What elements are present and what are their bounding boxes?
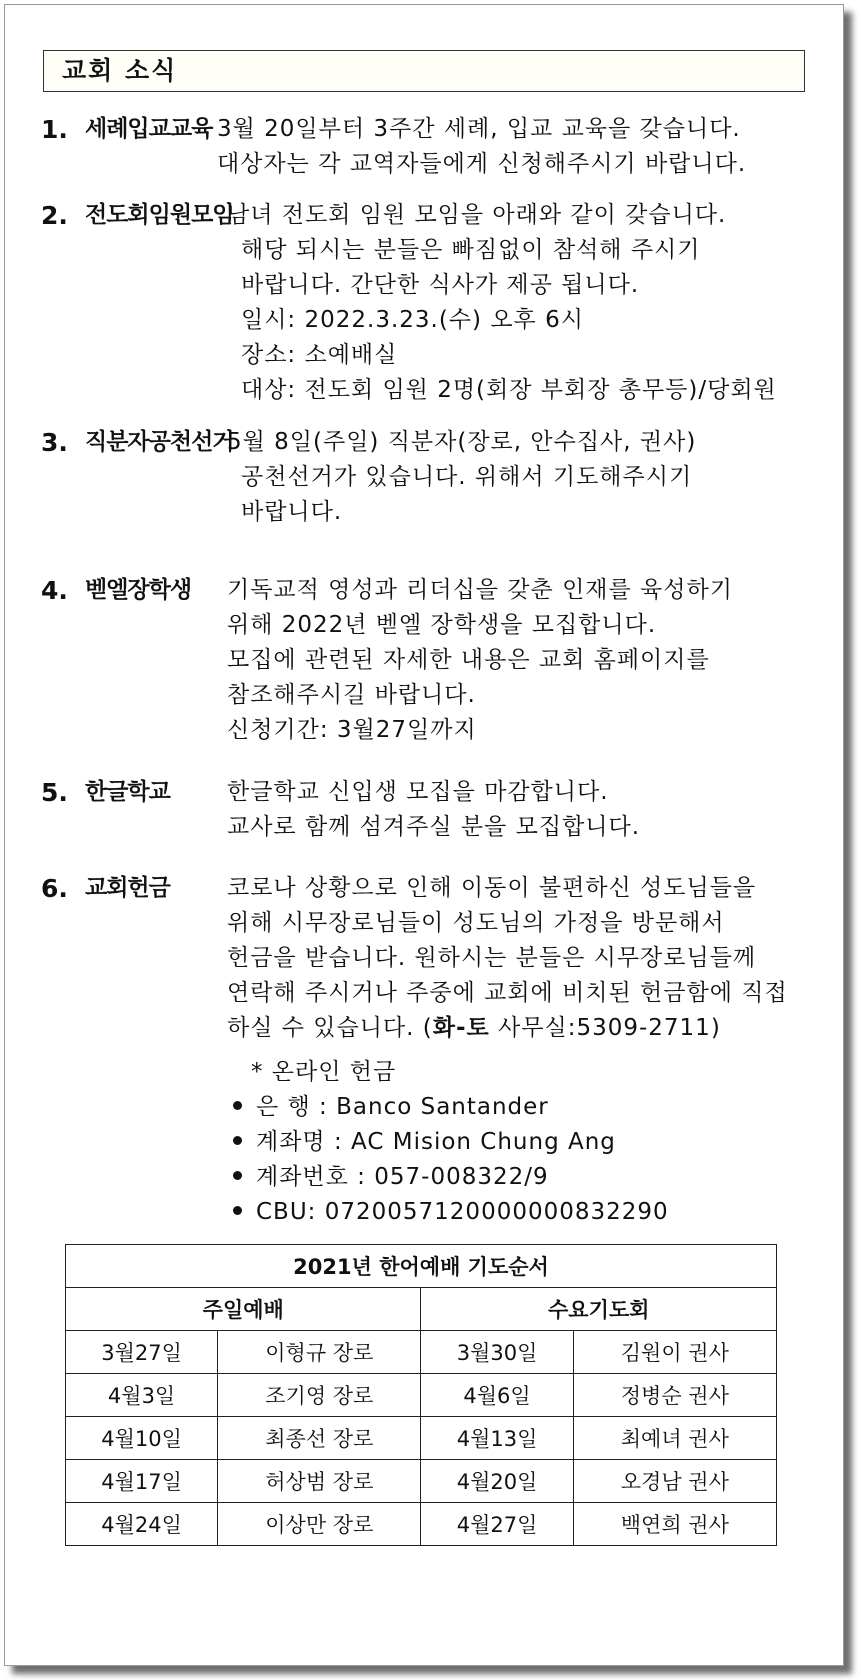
sunday-leader: 이상만 장로 (218, 1503, 421, 1546)
table-row (66, 1503, 777, 1546)
item-body (227, 425, 696, 530)
wednesday-leader: 김원이 권사 (573, 1331, 776, 1374)
item-number: 2. (41, 201, 68, 230)
sunday-date: 4월10일 (66, 1417, 218, 1460)
online-label-text: * 온라인 헌금 (251, 1059, 397, 1085)
bullet-icon (233, 1171, 242, 1180)
body-line: 신청기간: 3월27일까지 (227, 717, 477, 743)
wednesday-date: 3월30일 (421, 1331, 573, 1374)
table-row (66, 1374, 777, 1417)
cbu-number: CBU: 0720057120000000832290 (256, 1199, 669, 1225)
sunday-leader: 조기영 장로 (218, 1374, 421, 1417)
body-line: 대상: 전도회 임원 2명(회장 부회장 총무등)/당회원 (241, 377, 777, 403)
online-offering-list (233, 1055, 669, 1230)
item-title: 세례입교교육 (85, 116, 213, 142)
wednesday-leader: 최예녀 권사 (573, 1417, 776, 1460)
body-text: 하실 수 있습니다. ( (227, 1015, 433, 1041)
sunday-date: 4월3일 (66, 1374, 218, 1417)
list-item (233, 1125, 669, 1160)
body-line: 공천선거가 있습니다. 위해서 기도해주시기 (241, 464, 693, 490)
item-number: 5. (41, 778, 68, 807)
item-title: 전도회임원모임 (85, 202, 234, 228)
body-line: 위해 2022년 벧엘 장학생을 모집합니다. (227, 612, 657, 638)
body-line: 대상자는 각 교역자들에게 신청해주시기 바랍니다. (217, 151, 747, 177)
sunday-date: 4월17일 (66, 1460, 218, 1503)
wednesday-date: 4월6일 (421, 1374, 573, 1417)
wednesday-leader: 정병순 권사 (573, 1374, 776, 1417)
body-line: 모집에 관련된 자세한 내용은 교회 홈페이지를 (227, 647, 710, 673)
table-header-row (66, 1288, 777, 1331)
section-header: 교회 소식 (43, 50, 805, 92)
bullet-icon (233, 1206, 242, 1215)
bulletin-page (4, 4, 844, 1666)
bullet-icon (233, 1101, 242, 1110)
item-number: 1. (41, 115, 68, 144)
online-offering-label (233, 1055, 669, 1090)
table-title-row (66, 1245, 777, 1288)
body-line: 바랍니다. (241, 499, 343, 525)
sunday-date: 3월27일 (66, 1331, 218, 1374)
wednesday-leader: 백연희 권사 (573, 1503, 776, 1546)
office-days: 화-토 (432, 1015, 490, 1041)
item-body (227, 871, 788, 1046)
list-item (233, 1195, 669, 1230)
bullet-icon (233, 1136, 242, 1145)
body-line: 교사로 함께 섬겨주실 분을 모집합니다. (227, 814, 641, 840)
sunday-leader: 이형규 장로 (218, 1331, 421, 1374)
table-row (66, 1417, 777, 1460)
sunday-date: 4월24일 (66, 1503, 218, 1546)
wednesday-leader: 오경남 권사 (573, 1460, 776, 1503)
item-body (227, 198, 777, 408)
prayer-schedule-table (65, 1244, 777, 1546)
body-line: 헌금을 받습니다. 원하시는 분들은 시무장로님들께 (227, 945, 757, 971)
body-line: 기독교적 영성과 리더십을 갖춘 인재를 육성하기 (227, 577, 733, 603)
item-title: 교회헌금 (85, 875, 170, 901)
wednesday-date: 4월13일 (421, 1417, 573, 1460)
table-title: 2021년 한어예배 기도순서 (66, 1245, 777, 1288)
body-line: 해당 되시는 분들은 빠짐없이 참석해 주시기 (241, 237, 701, 263)
body-line: 바랍니다. 간단한 식사가 제공 됩니다. (241, 272, 640, 298)
account-name: 계좌명 : AC Mision Chung Ang (256, 1129, 616, 1155)
table-row (66, 1460, 777, 1503)
body-line: 연락해 주시거나 주중에 교회에 비치된 헌금함에 직접 (227, 980, 788, 1006)
body-line: 5월 8일(주일) 직분자(장로, 안수집사, 권사) (227, 429, 697, 455)
body-line: 남녀 전도회 임원 모임을 아래와 같이 갖습니다. (227, 202, 727, 228)
list-item (233, 1090, 669, 1125)
item-number: 3. (41, 428, 68, 457)
item-body (227, 573, 733, 748)
body-line: 참조해주시길 바랍니다. (227, 682, 476, 708)
list-item (233, 1160, 669, 1195)
column-header-wednesday: 수요기도회 (421, 1288, 777, 1331)
item-title: 직분자공천선거 (85, 429, 234, 455)
item-number: 6. (41, 874, 68, 903)
body-line (227, 1011, 788, 1046)
item-title: 벧엘장학생 (85, 577, 192, 603)
item-body (227, 775, 640, 845)
body-line: 한글학교 신입생 모집을 마감합니다. (227, 779, 609, 805)
sunday-leader: 최종선 장로 (218, 1417, 421, 1460)
item-number: 4. (41, 576, 68, 605)
body-line: 일시: 2022.3.23.(수) 오후 6시 (241, 307, 584, 333)
sunday-leader: 허상범 장로 (218, 1460, 421, 1503)
column-header-sunday: 주일예배 (66, 1288, 421, 1331)
body-line: 코로나 상황으로 인해 이동이 불편하신 성도님들을 (227, 875, 757, 901)
body-line: 3월 20일부터 3주간 세례, 입교 교육을 갖습니다. (217, 116, 741, 142)
office-phone: 사무실:5309-2711) (489, 1015, 721, 1041)
bank-name: 은 행 : Banco Santander (256, 1094, 549, 1120)
body-line: 장소: 소예배실 (241, 342, 398, 368)
item-title: 한글학교 (85, 779, 170, 805)
body-line: 위해 시무장로님들이 성도님의 가정을 방문해서 (227, 910, 725, 936)
account-number: 계좌번호 : 057-008322/9 (256, 1164, 549, 1190)
wednesday-date: 4월27일 (421, 1503, 573, 1546)
wednesday-date: 4월20일 (421, 1460, 573, 1503)
item-body (217, 112, 746, 182)
table-row (66, 1331, 777, 1374)
